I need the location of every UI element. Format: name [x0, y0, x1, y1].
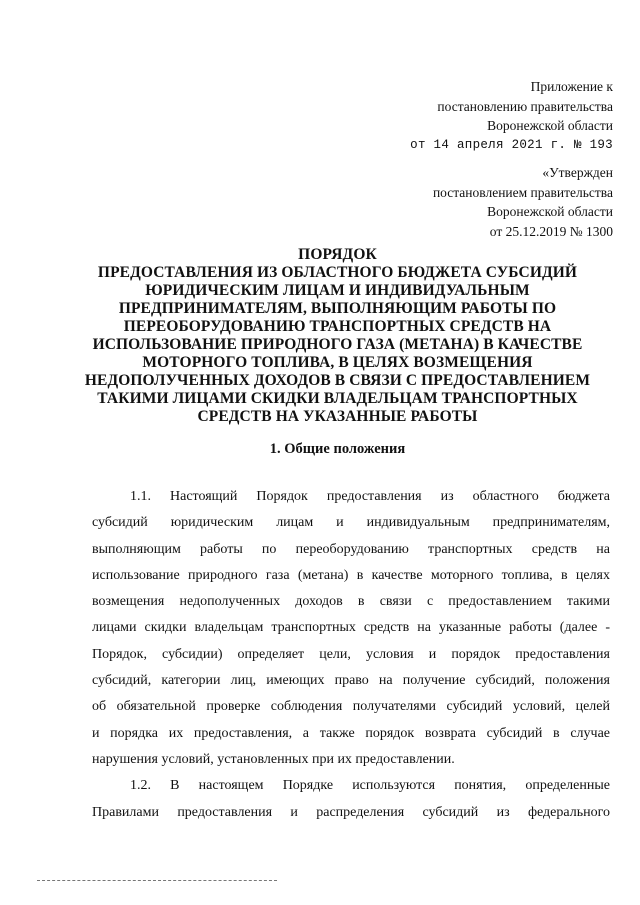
paragraph-line: лицами скидки владельцам транспортных средств на указанные работы (далее - — [92, 620, 610, 636]
paragraph-line: возмещения недополученных доходов в связи с предоставлением такими — [92, 594, 610, 610]
paragraph-line: субсидий, категории лиц, имеющих право на получение субсидий, положения — [92, 673, 610, 689]
title-line: МОТОРНОГО ТОПЛИВА, В ЦЕЛЯХ ВОЗМЕЩЕНИЯ — [142, 354, 533, 371]
appendix-line: Приложение к — [530, 79, 613, 94]
appendix-block — [410, 77, 613, 155]
paragraph-line: субсидий юридическим лицам и индивидуальным предпринимателям, — [92, 515, 610, 531]
section-heading: 1. Общие положения — [269, 441, 406, 457]
document-title — [40, 246, 635, 426]
title-line: ЮРИДИЧЕСКИМ ЛИЦАМ И ИНДИВИДУАЛЬНЫМ — [145, 282, 530, 299]
body-text — [92, 484, 610, 826]
appendix-date: от 14 апреля 2021 г. № 193 — [410, 137, 613, 152]
title-line: СРЕДСТВ НА УКАЗАННЫЕ РАБОТЫ — [197, 408, 478, 425]
appendix-line: постановлению правительства — [437, 98, 613, 114]
footer-divider — [37, 880, 277, 881]
title-line: ПЕРЕОБОРУДОВАНИЮ ТРАНСПОРТНЫХ СРЕДСТВ НА — [123, 318, 552, 335]
approved-line: Воронежской области — [487, 204, 613, 219]
title-line: ИСПОЛЬЗОВАНИЕ ПРИРОДНОГО ГАЗА (МЕТАНА) В КАЧЕСТВЕ — [92, 336, 583, 353]
approved-line: от 25.12.2019 № 1300 — [489, 223, 613, 239]
paragraph-line: 1.2. В настоящем Порядке используются понятия, определенные — [130, 778, 610, 794]
paragraph-line: и порядка их предоставления, а также порядок возврата субсидий в случае — [92, 725, 610, 741]
paragraph-line: нарушения условий, установленных при их предоставлении. — [92, 751, 455, 767]
title-line: ПРЕДПРИНИМАТЕЛЯМ, ВЫПОЛНЯЮЩИМ РАБОТЫ ПО — [118, 300, 557, 317]
paragraph-line: использование природного газа (метана) в качестве моторного топлива, в целях — [92, 567, 610, 583]
paragraph-line: об обязательной проверке соблюдения получателями субсидий условий, целей — [92, 699, 610, 715]
appendix-line: Воронежской области — [487, 118, 613, 133]
paragraph-line: выполняющим работы по переоборудованию транспортных средств на — [92, 541, 610, 557]
paragraph-line: 1.1. Настоящий Порядок предоставления из областного бюджета — [130, 489, 610, 504]
paragraph-line: Правилами предоставления и распределения субсидий из федерального — [92, 804, 610, 820]
title-line: ТАКИМИ ЛИЦАМИ СКИДКИ ВЛАДЕЛЬЦАМ ТРАНСПОРТНЫХ — [97, 390, 578, 407]
title-line: ПРЕДОСТАВЛЕНИЯ ИЗ ОБЛАСТНОГО БЮДЖЕТА СУБСИДИЙ — [97, 264, 578, 281]
paragraph-line: Порядок, субсидии) определяет цели, условия и порядок предоставления — [92, 646, 610, 662]
title-line: НЕДОПОЛУЧЕННЫХ ДОХОДОВ В СВЯЗИ С ПРЕДОСТАВЛЕНИЕМ — [84, 372, 591, 389]
title-line: ПОРЯДОК — [298, 246, 377, 263]
approved-line: постановлением правительства — [432, 184, 613, 200]
approved-line: «Утвержден — [542, 165, 613, 180]
approved-block — [433, 163, 613, 241]
